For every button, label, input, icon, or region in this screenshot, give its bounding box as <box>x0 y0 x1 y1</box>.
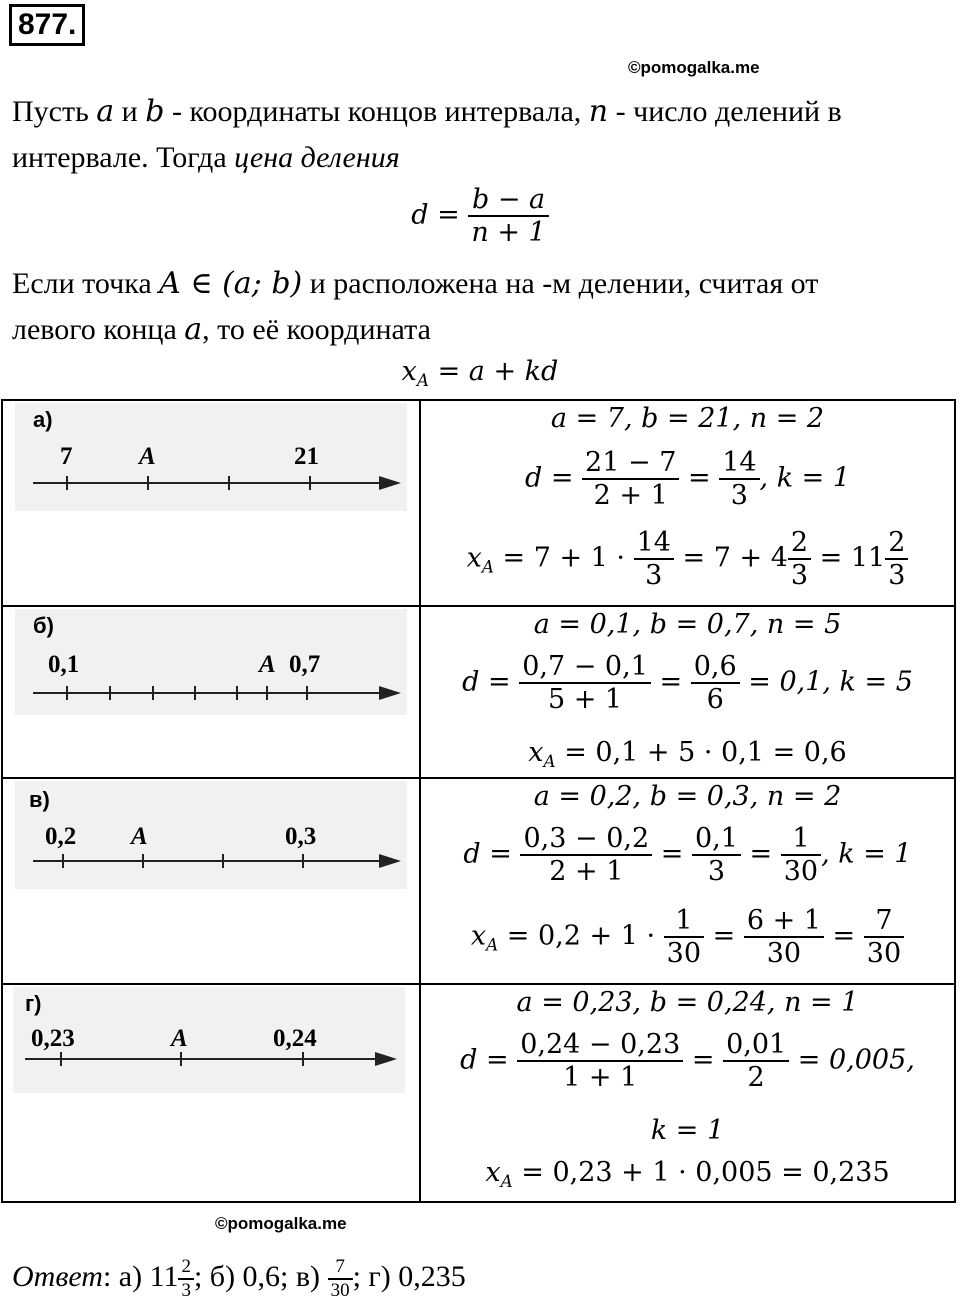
watermark-bottom: ©pomogalka.me <box>215 1214 347 1233</box>
solution-d: d = $\frac{0,24 - 0,23}{1 + 1}$ = $\frac{0,01}{2}$ = 0,005, <box>460 1029 915 1094</box>
solution-values: a = 0,1, b = 0,7, n = 5 <box>533 609 842 640</box>
axis-label-point: A <box>131 823 148 850</box>
number-line-image <box>13 987 405 1093</box>
diagram-cell <box>2 606 420 778</box>
intro-line-2: интервале. Тогда цена деления <box>12 141 400 174</box>
solution-cell <box>420 984 955 1202</box>
axis-label-left: 7 <box>60 443 73 470</box>
watermark-top: ©pomogalka.me <box>628 58 760 77</box>
axis-label-point: A <box>139 443 156 470</box>
part-label: б) <box>33 613 54 638</box>
part-label: а) <box>33 407 53 432</box>
solution-table <box>1 399 956 1203</box>
diagram-cell <box>2 400 420 606</box>
part-label: в) <box>29 787 50 812</box>
diagram-cell <box>2 778 420 984</box>
number-line <box>15 609 407 715</box>
table-row <box>2 606 955 778</box>
solution-d: d = $\frac{0,7 - 0,1}{5 + 1}$ = $\frac{0,6}{6}$ = 0,1, k = 5 <box>462 651 913 716</box>
number-line-image <box>15 403 407 511</box>
axis-label-right: 0,24 <box>273 1025 317 1052</box>
axis-label-right: 21 <box>294 443 319 470</box>
problem-number: 877. <box>9 4 85 46</box>
intro-line-4: левого конца a, то её координата <box>12 312 431 347</box>
solution-k: k = 1 <box>650 1115 725 1146</box>
part-label: г) <box>25 991 42 1016</box>
formula-division-value: d = $\frac{b - a}{n + 1}$ <box>0 184 960 248</box>
intro-line-1: Пусть a и b - координаты концов интервала, n - число делений в <box>12 94 842 129</box>
solution-x: $x_A = 0,2 + 1$ · $\frac{1}{30}$ = $\frac{6 + 1}{30}$ = $\frac{7}{30}$ <box>421 905 954 969</box>
solution-values: a = 0,2, b = 0,3, n = 2 <box>533 781 842 812</box>
number-line-image <box>15 609 407 715</box>
answer-line: Ответ: а) 11 $\frac{2}{3}$ ; б) 0,6; в) $\frac{7}{30}$ ; г) 0,235 <box>12 1256 466 1302</box>
solution-values: a = 0,23, b = 0,24, n = 1 <box>516 987 859 1018</box>
diagram-cell <box>2 984 420 1202</box>
table-row <box>2 984 955 1202</box>
intro-line-3: Если точка A ∈ (a; b) и расположена на -м делении, считая от <box>12 266 819 301</box>
solution-cell <box>420 606 955 778</box>
formula-coordinate: $x_A = a$ + kd <box>401 356 559 390</box>
solution-values: a = 7, b = 21, n = 2 <box>550 403 825 434</box>
axis-label-point: A <box>259 651 276 678</box>
number-line <box>13 987 405 1093</box>
axis-label-right: 0,3 <box>285 823 317 850</box>
axis-label-left: 0,2 <box>45 823 77 850</box>
axis-label-right: 0,7 <box>289 651 321 678</box>
solution-x: $x_A = 0,1 + 5 \cdot 0,1 = 0,6$ <box>528 737 847 771</box>
number-line <box>15 781 407 889</box>
table-row <box>2 778 955 984</box>
answer-word: Ответ <box>12 1260 103 1293</box>
axis-label-left: 0,23 <box>31 1025 75 1052</box>
solution-cell <box>420 778 955 984</box>
table-row <box>2 400 955 606</box>
solution-x: $x_A = 7 + 1$ · $\frac{14}{3}$ = 7 + 4 $\frac{2}{3}$ = 11 $\frac{2}{3}$ <box>421 527 954 591</box>
axis-label-left: 0,1 <box>48 651 80 678</box>
solution-cell <box>420 400 955 606</box>
axis-label-point: A <box>171 1025 188 1052</box>
number-line-image <box>15 781 407 889</box>
solution-d: d = $\frac{0,3 - 0,2}{2 + 1}$ = $\frac{0,1}{3}$ = $\frac{1}{30}$ , k = 1 <box>463 823 912 888</box>
solution-d: d = $\frac{21 - 7}{2 + 1}$ = $\frac{14}{3}$ , k = 1 <box>524 447 851 512</box>
number-line <box>15 403 407 511</box>
solution-x: $x_A = 0,23 + 1 \cdot 0,005 = 0,235$ <box>485 1157 890 1191</box>
